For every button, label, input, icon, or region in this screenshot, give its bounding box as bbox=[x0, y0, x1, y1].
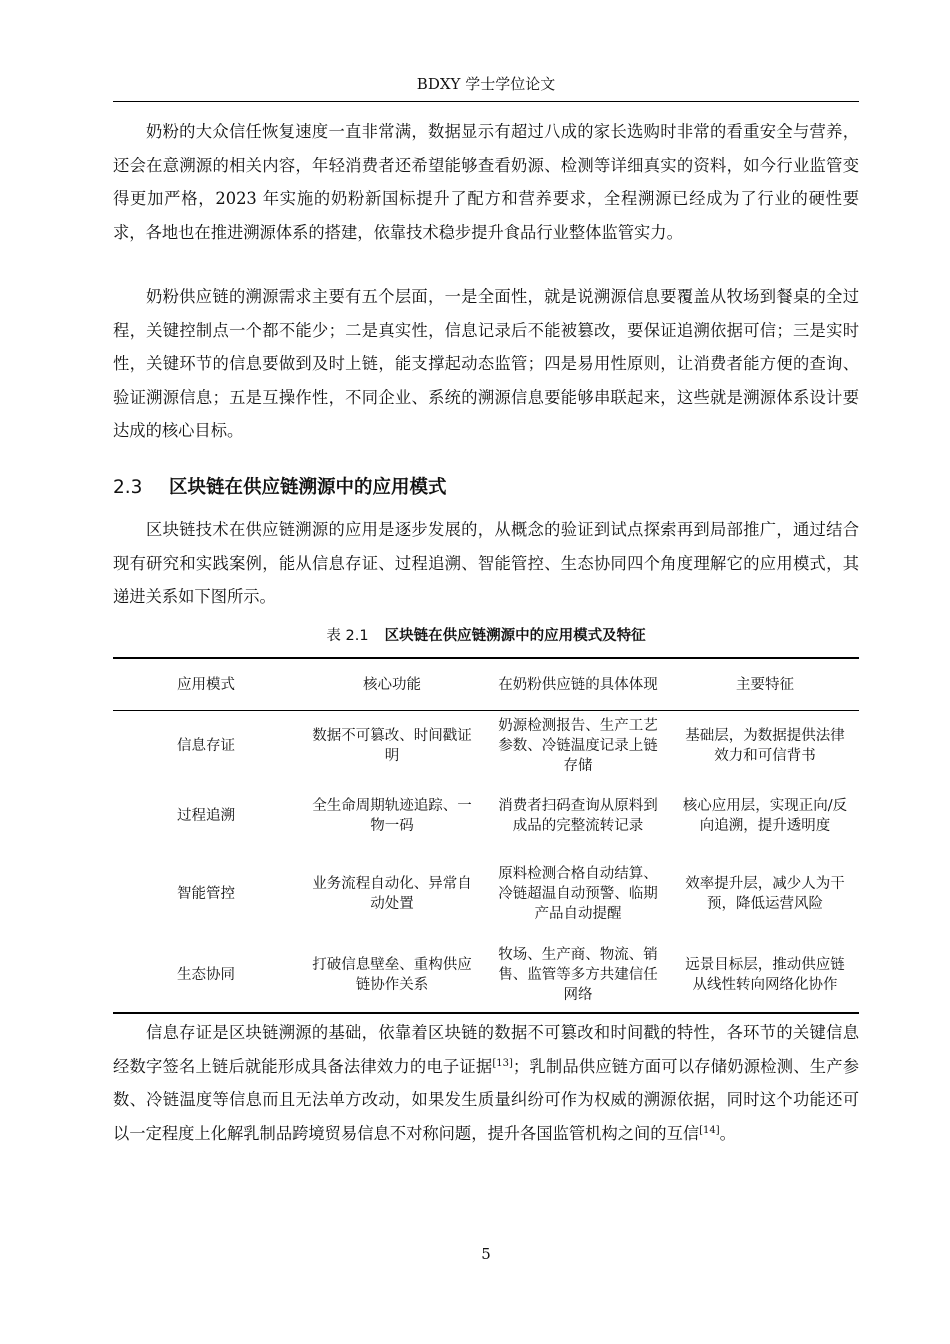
paragraph-3 bbox=[113, 513, 859, 614]
table-header-row bbox=[113, 658, 859, 711]
paragraph-1-text: 奶粉的大众信任恢复速度一直非常满，数据显示有超过八成的家长选购时非常的看重安全与营养，还会在意溯源的相关内容，年轻消费者还希望能够查看奶源、检测等详细真实的资料，如今行业监管变得更加严格，2023 年实施的奶粉新国标提升了配方和营养要求，全程溯源已经成为了行业的硬性要求，各地也在推进溯源体系的搭建，依靠技术稳步提升食品行业整体监管实力。 bbox=[113, 122, 859, 242]
table-header-cell: 在奶粉供应链的具体体现 bbox=[485, 658, 671, 711]
citation-ref: [13] bbox=[492, 1057, 513, 1069]
table-cell: 基础层，为数据提供法律效力和可信背书 bbox=[685, 728, 845, 764]
paragraph-2-text: 奶粉供应链的溯源需求主要有五个层面，一是全面性，就是说溯源信息要覆盖从牧场到餐桌的全过程，关键控制点一个都不能少；二是真实性，信息记录后不能被篡改，要保证追溯依据可信；三是实时性，关键环节的信息要做到及时上链，能支撑起动态监管；四是易用性原则，让消费者能方便的查询、验证溯源信息；五是互操作性，不同企业、系统的溯源信息要能够串联起来，这些就是溯源体系设计要达成的核心目标。 bbox=[113, 287, 859, 440]
table-cell: 业务流程自动化、异常自动处置 bbox=[312, 876, 472, 912]
header-rule bbox=[113, 101, 859, 102]
paragraph-3-text: 区块链技术在供应链溯源的应用是逐步发展的，从概念的验证到试点探索再到局部推广，通过结合现有研究和实践案例，能从信息存证、过程追溯、智能管控、生态协同四个角度理解它的应用模式，其递进关系如下图所示。 bbox=[113, 520, 859, 606]
page-number: 5 bbox=[481, 1245, 491, 1263]
table-cell: 打破信息壁垒、重构供应链协作关系 bbox=[299, 937, 485, 1013]
paragraph-4-text-a: 信息存证是区块链溯源的基础，依靠着区块链的数据不可篡改和时间戳的特性，各环节的关键信息经数字签名上链后就能形成具备法律效力的电子证据 bbox=[113, 1023, 859, 1076]
table-cell: 过程追溯 bbox=[177, 808, 235, 824]
citation-ref: [14] bbox=[699, 1124, 720, 1136]
running-header: BDXY 学士学位论文 bbox=[416, 75, 556, 93]
table-cell: 数据不可篡改、时间戳证明 bbox=[312, 728, 472, 764]
table-caption-title: 区块链在供应链溯源中的应用模式及特征 bbox=[384, 628, 646, 644]
section-title: 区块链在供应链溯源中的应用模式 bbox=[169, 477, 447, 498]
paragraph-4-text-b: ；乳制品供应链方面可以存储奶源检测、生产参数、冷链温度等信息而且无法单方改动，如果发生质量纠纷可作为权威的溯源依据，同时这个功能还可以一定程度上化解乳制品跨境贸易信息不对称问题，提升各国监管机构之间的互信 bbox=[113, 1056, 859, 1143]
section-heading bbox=[113, 473, 859, 503]
paragraph-4-text-c: 。 bbox=[719, 1123, 736, 1143]
table-cell: 信息存证 bbox=[177, 738, 235, 754]
table-cell: 生态协同 bbox=[113, 937, 299, 1013]
table-cell: 奶源检测报告、生产工艺参数、冷链温度记录上链存储 bbox=[498, 718, 658, 774]
table-cell: 消费者扫码查询从原料到成品的完整流转记录 bbox=[498, 798, 658, 834]
table-header-cell: 核心功能 bbox=[299, 658, 485, 711]
table-caption-number: 表 2.1 bbox=[326, 628, 369, 644]
table-row bbox=[113, 937, 859, 1013]
table-cell: 原料检测合格自动结算、冷链超温自动预警、临期产品自动提醒 bbox=[498, 866, 658, 922]
paragraph-4 bbox=[113, 1016, 859, 1150]
table-caption bbox=[113, 625, 859, 647]
table-cell: 全生命周期轨迹追踪、一物一码 bbox=[312, 798, 472, 834]
section-number: 2.3 bbox=[113, 477, 143, 498]
table-cell: 牧场、生产商、物流、销售、监管等多方共建信任网络 bbox=[485, 937, 671, 1013]
table-row bbox=[113, 711, 859, 782]
table-row bbox=[113, 851, 859, 937]
table-header-cell: 应用模式 bbox=[113, 658, 299, 711]
paragraph-2 bbox=[113, 280, 859, 448]
table-cell: 效率提升层，减少人为干预，降低运营风险 bbox=[685, 876, 845, 912]
table-cell: 核心应用层，实现正向/反向追溯，提升透明度 bbox=[682, 798, 848, 834]
table-cell: 智能管控 bbox=[177, 886, 235, 902]
application-modes-table bbox=[113, 657, 859, 1014]
table-cell: 远景目标层，推动供应链从线性转向网络化协作 bbox=[671, 937, 859, 1013]
table-row bbox=[113, 781, 859, 851]
table-header-cell: 主要特征 bbox=[671, 658, 859, 711]
paragraph-1 bbox=[113, 115, 859, 249]
